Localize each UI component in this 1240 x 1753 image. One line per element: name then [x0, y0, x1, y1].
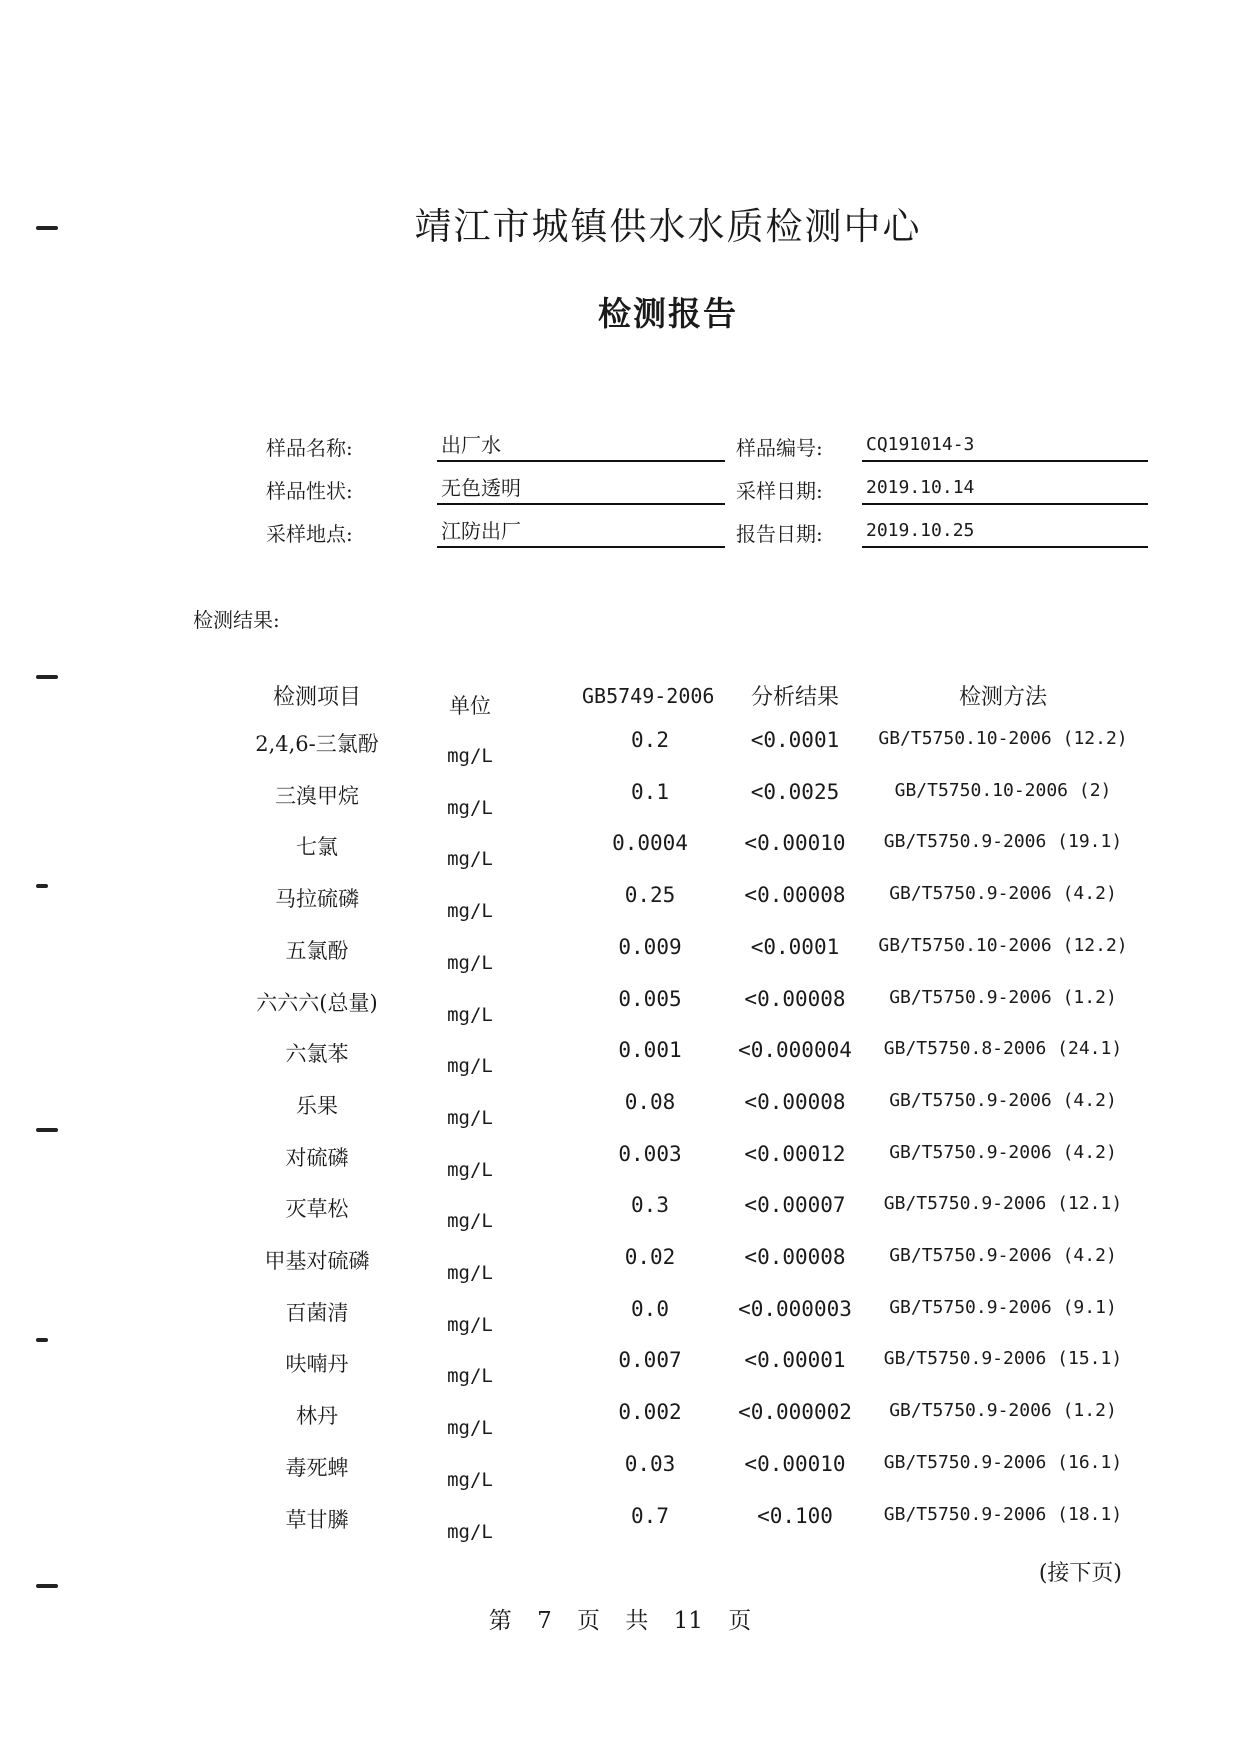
analysis-result: <0.100: [757, 1503, 833, 1528]
page-number: 第 7 页 共 11 页: [488, 1608, 752, 1634]
column-header-method: 检测方法: [958, 685, 1047, 710]
standard-limit: 0.02: [624, 1245, 676, 1269]
column-header-item: 检测项目: [272, 685, 361, 710]
sampling-date-label: 采样日期:: [736, 479, 823, 503]
table-row: [0, 883, 1240, 935]
sample-name-label: 样品名称:: [266, 436, 353, 460]
table-row: [0, 1090, 1240, 1142]
analysis-result: <0.00008: [744, 1245, 846, 1269]
item-name: 马拉硫磷: [275, 887, 359, 912]
item-name: 林丹: [296, 1404, 338, 1429]
analysis-result: <0.00010: [744, 1451, 846, 1476]
test-method: GB/T5750.9-2006 (4.2): [889, 1089, 1117, 1111]
item-name: 六六六(总量): [256, 990, 378, 1015]
analysis-result: <0.00008: [744, 1089, 846, 1114]
item-name: 毒死蜱: [285, 1455, 349, 1480]
standard-limit: 0.08: [624, 1089, 676, 1114]
standard-limit: 0.3: [631, 1193, 669, 1218]
analysis-result: <0.00008: [744, 883, 846, 908]
unit: mg/L: [447, 796, 493, 819]
test-method: GB/T5750.9-2006 (1.2): [889, 986, 1117, 1008]
sampling-location-value: 江防出厂: [437, 516, 725, 548]
analysis-result: <0.00012: [744, 1141, 846, 1166]
unit: mg/L: [447, 1055, 493, 1078]
table-row: [0, 1452, 1240, 1504]
item-name: 灭草松: [285, 1197, 349, 1222]
organization-title: 靖江市城镇供水水质检测中心: [414, 205, 922, 248]
table-row: [0, 1038, 1240, 1090]
standard-limit: 0.003: [618, 1141, 682, 1166]
punch-mark: [36, 675, 58, 679]
punch-mark: [36, 1584, 58, 1588]
standard-limit: 0.002: [618, 1400, 682, 1425]
analysis-result: <0.000002: [738, 1400, 852, 1425]
test-method: GB/T5750.9-2006 (1.2): [889, 1400, 1117, 1422]
sample-name-value: 出厂水: [437, 430, 725, 462]
item-name: 乐果: [296, 1093, 338, 1118]
table-row: [0, 935, 1240, 987]
test-method: GB/T5750.9-2006 (16.1): [883, 1451, 1123, 1473]
analysis-result: <0.00008: [744, 986, 846, 1011]
item-name: 六氯苯: [285, 1042, 349, 1067]
sample-state-value: 无色透明: [437, 473, 725, 505]
column-header-result: 分析结果: [750, 685, 839, 710]
standard-limit: 0.001: [618, 1038, 682, 1063]
sampling-location-label: 采样地点:: [266, 522, 353, 546]
test-method: GB/T5750.9-2006 (9.1): [889, 1296, 1117, 1318]
test-method: GB/T5750.9-2006 (4.2): [889, 883, 1117, 905]
unit: mg/L: [447, 1262, 493, 1284]
test-method: GB/T5750.8-2006 (24.1): [883, 1038, 1123, 1060]
test-method: GB/T5750.9-2006 (4.2): [889, 1245, 1117, 1266]
item-name: 五氯酚: [285, 938, 349, 963]
standard-limit: 0.005: [618, 986, 682, 1011]
unit: mg/L: [447, 1313, 493, 1336]
item-name: 对硫磷: [285, 1145, 349, 1170]
unit: mg/L: [447, 1003, 493, 1026]
test-method: GB/T5750.10-2006 (12.2): [878, 728, 1128, 749]
table-row: [0, 987, 1240, 1039]
table-row: [0, 780, 1240, 832]
unit: mg/L: [447, 1468, 493, 1491]
test-method: GB/T5750.10-2006 (2): [894, 779, 1112, 801]
standard-limit: 0.007: [618, 1348, 682, 1373]
sample-number-label: 样品编号:: [736, 436, 823, 460]
analysis-result: <0.000004: [738, 1038, 852, 1063]
test-method: GB/T5750.9-2006 (19.1): [883, 831, 1123, 853]
table-row: [0, 831, 1240, 883]
unit: mg/L: [447, 951, 493, 974]
analysis-result: <0.00001: [744, 1348, 846, 1373]
unit: mg/L: [447, 745, 493, 767]
standard-limit: 0.1: [631, 779, 669, 804]
sample-number-value: CQ191014-3: [862, 430, 1148, 462]
analysis-result: <0.00010: [744, 831, 846, 856]
table-row: [0, 1348, 1240, 1400]
sampling-date-value: 2019.10.14: [862, 473, 1148, 505]
item-name: 2,4,6-三氯酚: [255, 732, 379, 756]
column-header-standard: GB5749-2006: [582, 684, 715, 708]
unit: mg/L: [447, 1365, 493, 1388]
table-row: [0, 1142, 1240, 1194]
item-name: 呋喃丹: [285, 1352, 349, 1377]
analysis-result: <0.0001: [750, 934, 840, 959]
test-method: GB/T5750.10-2006 (12.2): [878, 934, 1128, 956]
report-title: 检测报告: [598, 294, 738, 333]
unit: mg/L: [447, 1417, 493, 1440]
report-date-label: 报告日期:: [736, 522, 823, 546]
table-row: [0, 1400, 1240, 1452]
item-name: 七氯: [296, 835, 338, 860]
unit: mg/L: [447, 1106, 493, 1129]
unit: mg/L: [447, 1210, 493, 1233]
table-row: [0, 728, 1240, 780]
analysis-result: <0.00007: [744, 1193, 846, 1218]
continued-note: (接下页): [1038, 1561, 1122, 1586]
table-row: [0, 1193, 1240, 1245]
table-row: [0, 1504, 1240, 1556]
standard-limit: 0.2: [631, 728, 669, 752]
test-method: GB/T5750.9-2006 (4.2): [889, 1141, 1117, 1163]
standard-limit: 0.03: [624, 1451, 676, 1476]
report-date-value: 2019.10.25: [862, 516, 1148, 548]
unit: mg/L: [447, 900, 493, 923]
analysis-result: <0.0025: [750, 779, 840, 804]
standard-limit: 0.009: [618, 934, 682, 959]
analysis-result: <0.0001: [750, 728, 840, 752]
table-row: [0, 1297, 1240, 1349]
unit: mg/L: [447, 848, 493, 871]
item-name: 三溴甲烷: [275, 783, 359, 808]
column-header-unit: 单位: [449, 694, 491, 718]
analysis-result: <0.000003: [738, 1296, 852, 1321]
unit: mg/L: [447, 1158, 493, 1181]
standard-limit: 0.0: [631, 1296, 669, 1321]
standard-limit: 0.7: [631, 1503, 669, 1528]
standard-limit: 0.0004: [612, 831, 688, 856]
item-name: 草甘膦: [285, 1507, 349, 1532]
test-method: GB/T5750.9-2006 (12.1): [883, 1193, 1123, 1215]
standard-limit: 0.25: [624, 883, 676, 908]
item-name: 甲基对硫磷: [264, 1249, 370, 1273]
results-label: 检测结果:: [193, 608, 280, 632]
item-name: 百菌清: [285, 1300, 349, 1325]
table-row: [0, 1245, 1240, 1297]
test-method: GB/T5750.9-2006 (15.1): [883, 1348, 1123, 1370]
sample-state-label: 样品性状:: [266, 479, 353, 503]
test-method: GB/T5750.9-2006 (18.1): [883, 1503, 1123, 1525]
unit: mg/L: [447, 1520, 493, 1543]
